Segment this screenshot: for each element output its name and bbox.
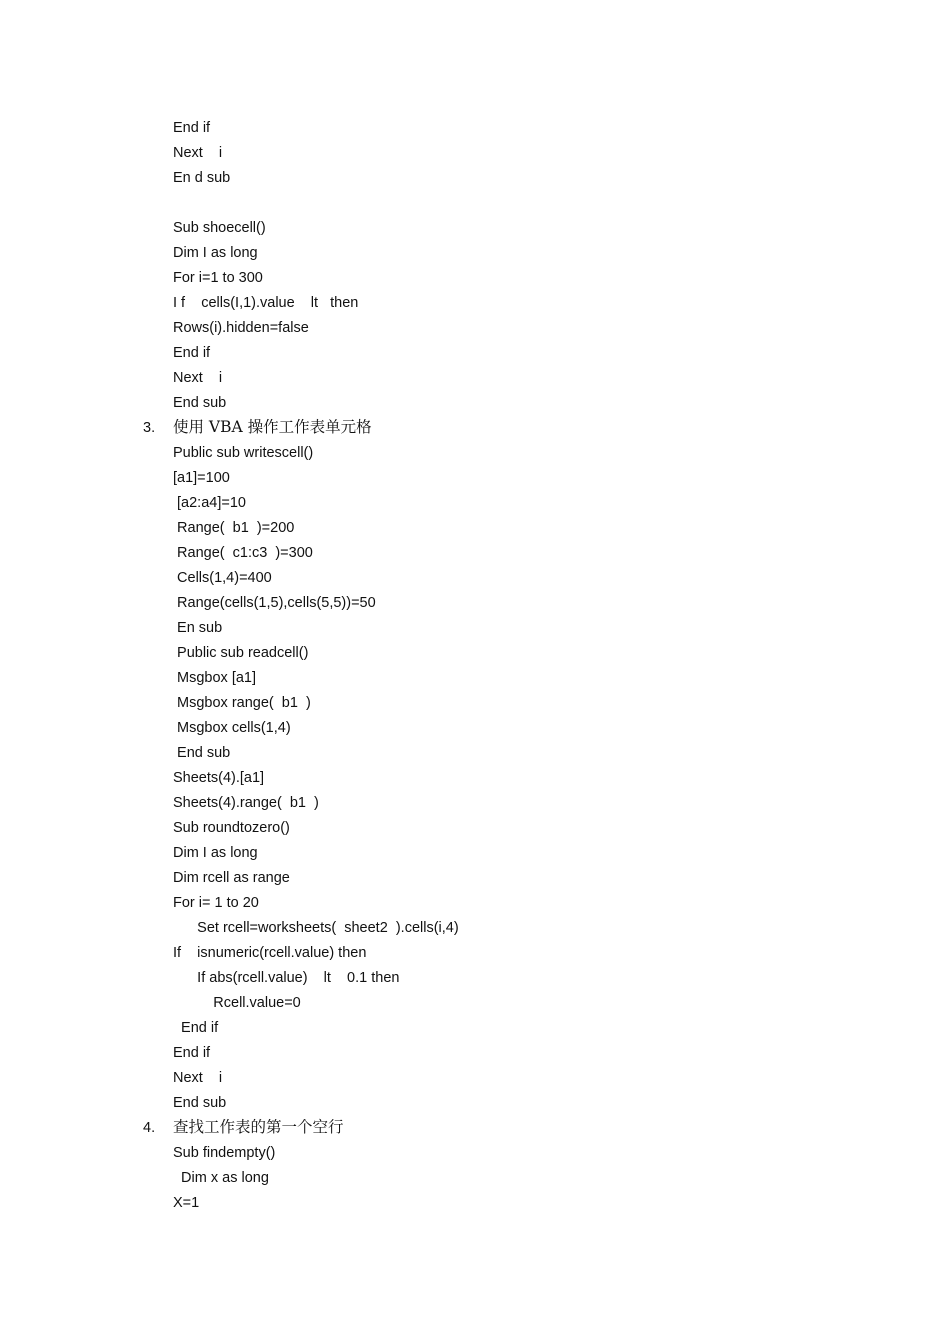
code-line: Dim rcell as range — [173, 870, 290, 886]
code-line: Dim I as long — [173, 245, 258, 261]
code-line: Msgbox [a1] — [173, 670, 257, 686]
code-line: Range(cells(1,5),cells(5,5))=50 — [173, 595, 376, 611]
section-number: 3. — [143, 420, 156, 436]
code-line: If isnumeric(rcell.value) then — [173, 945, 367, 961]
code-line: En d sub — [173, 170, 231, 186]
code-line: Next i — [173, 1070, 223, 1086]
code-line: I f cells(I,1).value lt then — [173, 295, 359, 311]
code-line: X=1 — [173, 1195, 200, 1211]
code-line: End sub — [173, 745, 231, 761]
code-line: End if — [173, 345, 211, 361]
code-line: Dim I as long — [173, 845, 258, 861]
code-line: Next i — [173, 370, 223, 386]
code-line: En sub — [173, 620, 223, 636]
code-line: Msgbox range( b1 ) — [173, 695, 311, 711]
code-line: End if — [173, 120, 211, 136]
section-number: 4. — [143, 1120, 156, 1136]
code-line: Msgbox cells(1,4) — [173, 720, 291, 736]
code-line: For i=1 to 300 — [173, 270, 263, 286]
section-title: 使用 VBA 操作工作表单元格 — [173, 418, 372, 436]
code-line: Sheets(4).range( b1 ) — [173, 795, 319, 811]
code-line: For i= 1 to 20 — [173, 895, 259, 911]
code-line: End if — [173, 1020, 219, 1036]
code-line: End if — [173, 1045, 211, 1061]
code-line: If abs(rcell.value) lt 0.1 then — [173, 970, 400, 986]
section-title: 查找工作表的第一个空行 — [173, 1118, 344, 1136]
code-line: Sub shoecell() — [173, 220, 266, 236]
code-line: Range( c1:c3 )=300 — [173, 545, 313, 561]
code-line: Public sub writescell() — [173, 445, 314, 461]
code-line: Public sub readcell() — [173, 645, 309, 661]
code-line: Sub roundtozero() — [173, 820, 290, 836]
code-line: [a1]=100 — [173, 470, 230, 486]
code-line: Rcell.value=0 — [173, 995, 301, 1011]
code-line: Rows(i).hidden=false — [173, 320, 309, 336]
code-line: [a2:a4]=10 — [173, 495, 246, 511]
code-line: Sub findempty() — [173, 1145, 276, 1161]
code-line: Sheets(4).[a1] — [173, 770, 265, 786]
code-line: End sub — [173, 1095, 227, 1111]
code-line: Range( b1 )=200 — [173, 520, 295, 536]
code-line: Cells(1,4)=400 — [173, 570, 272, 586]
code-line: Dim x as long — [173, 1170, 269, 1186]
code-line: Next i — [173, 145, 223, 161]
code-line: End sub — [173, 395, 227, 411]
code-line: Set rcell=worksheets( sheet2 ).cells(i,4) — [173, 920, 459, 936]
